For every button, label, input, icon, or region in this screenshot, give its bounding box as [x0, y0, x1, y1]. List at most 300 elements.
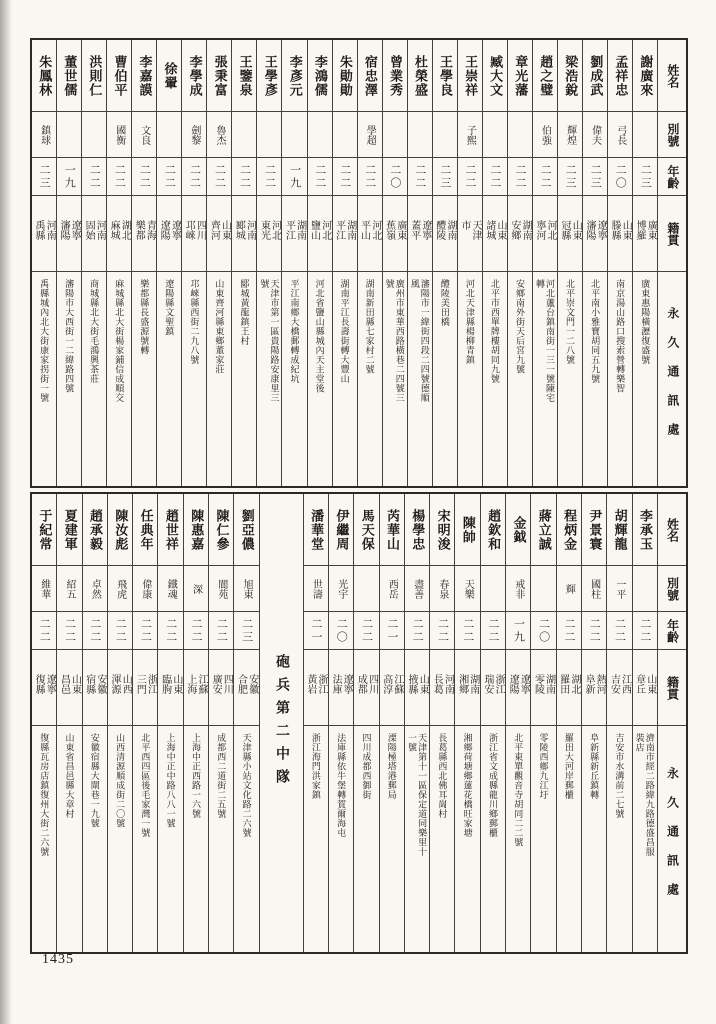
- person-address: 安鄉南外街天后宮九號: [514, 279, 525, 374]
- person-origin-cell: [405, 650, 429, 726]
- person-origin: 四川成都: [355, 674, 378, 694]
- person-alias-cell: [380, 566, 404, 612]
- person-column: [132, 40, 157, 486]
- person-origin-cell: [354, 650, 378, 726]
- person-address-cell: [533, 272, 557, 486]
- person-origin: 遼寧法庫: [330, 674, 353, 694]
- person-name: 趙欽和: [486, 508, 502, 551]
- person-age: 二二: [539, 163, 552, 190]
- person-age-cell: [582, 612, 606, 650]
- person-name-cell: [481, 494, 505, 566]
- roster-table-top: [30, 38, 688, 488]
- person-column: [531, 494, 556, 952]
- person-address: 遼陽縣文聖鎮: [164, 279, 175, 336]
- person-origin: 浙江三門: [134, 674, 157, 694]
- person-origin: 江西吉安: [608, 674, 631, 694]
- header-label-address: 永久通訊處: [665, 766, 680, 912]
- person-alias-cell: [508, 112, 532, 158]
- person-address-cell: [83, 726, 107, 952]
- person-age-cell: [433, 158, 457, 196]
- person-alias-cell: [430, 566, 454, 612]
- person-origin-cell: [133, 650, 157, 726]
- person-column: [232, 40, 257, 486]
- person-alias: 伯強: [539, 124, 551, 145]
- person-name-cell: [531, 494, 555, 566]
- person-alias: 世濤: [310, 578, 322, 599]
- person-column: [508, 40, 533, 486]
- person-origin: 河南郾城: [233, 220, 256, 240]
- person-name-cell: [157, 40, 181, 112]
- person-origin: 四川廣安: [210, 674, 233, 694]
- person-name: 徐翬: [162, 61, 178, 90]
- person-column: [558, 40, 583, 486]
- person-age-cell: [455, 612, 479, 650]
- person-age-cell: [184, 612, 208, 650]
- person-name-cell: [209, 494, 233, 566]
- person-name-cell: [257, 40, 281, 112]
- person-alias-cell: [107, 112, 131, 158]
- person-age: 二二: [413, 163, 426, 190]
- person-origin: 山東掖縣: [406, 674, 429, 694]
- person-name: 陳帥: [460, 515, 476, 544]
- person-address: 禹縣城內北大街康家拐街一號: [39, 279, 50, 403]
- person-column: [207, 40, 232, 486]
- person-name: 王學彥: [262, 54, 278, 97]
- person-origin-cell: [607, 650, 631, 726]
- header-origin-cell: [658, 196, 686, 272]
- person-name-cell: [383, 40, 407, 112]
- person-column: [107, 40, 132, 486]
- person-age: 二二: [263, 163, 276, 190]
- person-address-cell: [633, 272, 657, 486]
- roster-table-bottom: [30, 492, 688, 954]
- person-age: 二三: [564, 163, 577, 190]
- person-address: 湖南新田縣七家村二號: [364, 279, 375, 374]
- person-name: 陳汝彪: [113, 508, 129, 551]
- person-column: [380, 494, 405, 952]
- person-alias: 鎮球: [38, 124, 50, 145]
- person-name-cell: [430, 494, 454, 566]
- person-alias-cell: [583, 112, 607, 158]
- person-origin-cell: [108, 650, 132, 726]
- person-age-cell: [408, 158, 432, 196]
- person-alias-cell: [633, 566, 657, 612]
- person-origin: 山東滕縣: [609, 220, 632, 240]
- person-column: [83, 494, 108, 952]
- person-origin-cell: [383, 196, 407, 272]
- person-origin: 青海樂都: [133, 220, 156, 240]
- person-name: 夏建軍: [62, 508, 78, 551]
- person-name: 金鉞: [511, 515, 527, 544]
- person-name: 程炳金: [562, 508, 578, 551]
- person-age: 二二: [313, 163, 326, 190]
- person-alias: 維華: [38, 578, 50, 599]
- person-age: 一九: [63, 163, 76, 190]
- person-name: 宿忠澤: [362, 54, 378, 97]
- header-label-origin: 籍貫: [665, 221, 680, 246]
- person-name: 趙承毅: [88, 508, 104, 551]
- person-age: 二二: [113, 163, 126, 190]
- person-origin-cell: [83, 650, 107, 726]
- header-label-origin: 籍貫: [665, 675, 680, 700]
- person-address-cell: [383, 272, 407, 486]
- person-age: 二二: [411, 617, 424, 644]
- person-address-cell: [209, 726, 233, 952]
- person-name-cell: [380, 494, 404, 566]
- person-age: 二三: [38, 163, 51, 190]
- person-address: 北平西四區後毛家灣一號: [140, 733, 151, 838]
- person-name-cell: [405, 494, 429, 566]
- person-alias-cell: [408, 112, 432, 158]
- person-origin-cell: [158, 650, 182, 726]
- person-age: 二三: [438, 163, 451, 190]
- person-alias-cell: [481, 566, 505, 612]
- person-origin: 湖南湘鄉: [456, 674, 479, 694]
- person-column: [157, 40, 182, 486]
- person-alias-cell: [209, 566, 233, 612]
- person-origin: 河南固始: [83, 220, 106, 240]
- person-column: [583, 40, 608, 486]
- person-alias-cell: [354, 566, 378, 612]
- person-alias-cell: [207, 112, 231, 158]
- person-name-cell: [506, 494, 530, 566]
- person-alias: 鐵魂: [165, 578, 177, 599]
- person-address: 北平崇文門一二八號: [565, 279, 576, 365]
- person-name: 蔣立誠: [536, 508, 552, 551]
- person-column: [483, 40, 508, 486]
- person-origin-cell: [481, 650, 505, 726]
- person-origin: 遼寧瀋陽: [584, 220, 607, 240]
- person-origin: 四川邛崍: [183, 220, 206, 240]
- person-address-cell: [107, 272, 131, 486]
- person-name: 潘華堂: [309, 508, 325, 551]
- person-name-cell: [308, 40, 332, 112]
- person-column: [184, 494, 209, 952]
- person-age-cell: [405, 612, 429, 650]
- person-name: 陳仁參: [214, 508, 230, 551]
- person-age: 二三: [240, 617, 253, 644]
- scan-gutter-shadow: [0, 0, 12, 1024]
- person-age-cell: [508, 158, 532, 196]
- header-origin-cell: [658, 650, 686, 726]
- person-column: [32, 494, 57, 952]
- person-age: 二二: [436, 617, 449, 644]
- person-age-cell: [558, 158, 582, 196]
- header-label-alias: 別號: [665, 122, 680, 147]
- person-age-cell: [82, 158, 106, 196]
- header-label-age: 年齡: [665, 618, 680, 643]
- person-age-cell: [430, 612, 454, 650]
- person-origin-cell: [32, 196, 56, 272]
- person-alias-cell: [282, 112, 306, 158]
- header-label-name: 姓名: [665, 63, 680, 88]
- person-alias: 輝煌: [564, 124, 576, 145]
- person-name: 李承玉: [637, 508, 653, 551]
- person-column: [108, 494, 133, 952]
- person-name: 張秉富: [212, 54, 228, 97]
- header-address-cell: [658, 272, 686, 486]
- person-address: 阜新縣新丘鎮轉: [589, 733, 600, 800]
- page-number: 1435: [42, 952, 74, 967]
- person-name: 董世儒: [62, 54, 78, 97]
- person-address: 平江南鄉大橋郵轉成紀坑: [289, 279, 300, 384]
- person-origin: 湖南安鄉: [508, 220, 532, 240]
- header-column-top: [658, 40, 686, 486]
- person-alias-cell: [32, 112, 56, 158]
- person-address-cell: [531, 726, 555, 952]
- person-name-cell: [108, 494, 132, 566]
- person-address: 醴陵美田橋: [439, 279, 450, 327]
- header-label-alias: 別號: [665, 576, 680, 601]
- person-age-cell: [358, 158, 382, 196]
- person-origin: 天津市: [458, 220, 481, 240]
- person-origin: 湖南平江: [283, 220, 306, 240]
- person-address-cell: [232, 272, 256, 486]
- person-name: 曾業秀: [387, 54, 403, 97]
- person-column: [582, 494, 607, 952]
- person-age: 二二: [190, 617, 203, 644]
- person-alias: 紹五: [64, 578, 76, 599]
- person-name: 洪則仁: [87, 54, 103, 97]
- person-age-cell: [57, 158, 81, 196]
- person-address-cell: [57, 726, 81, 952]
- person-age: 二二: [138, 163, 151, 190]
- person-age: 二二: [215, 617, 228, 644]
- person-origin-cell: [32, 650, 56, 726]
- person-address: 上海中正中路八八一號: [165, 733, 176, 828]
- person-name: 曹伯平: [112, 54, 128, 97]
- person-column: [408, 40, 433, 486]
- person-origin: 山東臨朐: [159, 674, 182, 694]
- person-age: 二二: [163, 163, 176, 190]
- person-column: [633, 40, 658, 486]
- person-age-cell: [32, 158, 56, 196]
- person-age-cell: [583, 158, 607, 196]
- person-name: 馬天保: [359, 508, 375, 551]
- header-age-cell: [658, 158, 686, 196]
- person-name-cell: [82, 40, 106, 112]
- person-origin-cell: [132, 196, 156, 272]
- person-age: 二二: [38, 617, 51, 644]
- person-address: 廣東惠陽橫瀝復盛號: [640, 279, 651, 365]
- person-address: 山西清源順成街二〇號: [115, 733, 126, 828]
- person-column: [234, 494, 259, 952]
- person-age-cell: [108, 612, 132, 650]
- person-column: [433, 40, 458, 486]
- person-name-cell: [533, 40, 557, 112]
- person-origin: 遼寧瀋陽: [58, 220, 81, 240]
- person-age-cell: [232, 158, 256, 196]
- person-age-cell: [304, 612, 328, 650]
- person-origin-cell: [608, 196, 632, 272]
- person-name: 章光藩: [513, 54, 529, 97]
- person-alias: 偉夫: [589, 124, 601, 145]
- person-column: [633, 494, 658, 952]
- person-address-cell: [234, 726, 258, 952]
- person-address-cell: [304, 726, 328, 952]
- header-name-cell: [658, 40, 686, 112]
- person-column: [383, 40, 408, 486]
- person-age-cell: [308, 158, 332, 196]
- person-name: 劉成武: [588, 54, 604, 97]
- person-name-cell: [182, 40, 206, 112]
- person-address-cell: [583, 272, 607, 486]
- person-age-cell: [132, 158, 156, 196]
- person-age: 二二: [463, 163, 476, 190]
- person-age-cell: [333, 158, 357, 196]
- person-alias-cell: [32, 566, 56, 612]
- person-age: 二二: [164, 617, 177, 644]
- person-alias-cell: [157, 112, 181, 158]
- person-name-cell: [558, 40, 582, 112]
- person-alias-cell: [158, 566, 182, 612]
- person-name-cell: [133, 494, 157, 566]
- person-alias-cell: [83, 566, 107, 612]
- person-age-cell: [633, 612, 657, 650]
- person-age-cell: [608, 158, 632, 196]
- person-address-cell: [608, 272, 632, 486]
- person-name-cell: [582, 494, 606, 566]
- person-alias-cell: [558, 112, 582, 158]
- person-address: 山東省昌邑縣大章村: [64, 733, 75, 819]
- person-name-cell: [232, 40, 256, 112]
- person-origin: 遼寧遼陽: [158, 220, 181, 240]
- person-name-cell: [483, 40, 507, 112]
- header-label-age: 年齡: [665, 164, 680, 189]
- person-address: 成都西二道街二五號: [216, 733, 227, 819]
- person-alias-cell: [57, 112, 81, 158]
- person-name: 楊學忠: [410, 508, 426, 551]
- person-alias: 劍黎: [188, 124, 200, 145]
- person-origin-cell: [408, 196, 432, 272]
- person-address: 廣州市東華西路橫巷二四號三號: [384, 279, 405, 403]
- person-alias-cell: [184, 566, 208, 612]
- person-name-cell: [358, 40, 382, 112]
- person-alias-cell: [133, 566, 157, 612]
- person-column: [557, 494, 582, 952]
- person-age-cell: [531, 612, 555, 650]
- person-name: 王崇祥: [463, 54, 479, 97]
- person-age: 二二: [487, 617, 500, 644]
- person-address: 浙江省文成縣龍川鄉郵櫃: [487, 733, 498, 838]
- person-age-cell: [533, 158, 557, 196]
- person-origin-cell: [358, 196, 382, 272]
- person-age: 二二: [139, 617, 152, 644]
- person-age-cell: [557, 612, 581, 650]
- header-address-cell: [658, 726, 686, 952]
- person-origin: 浙江黃岩: [304, 674, 327, 694]
- person-column: [333, 40, 358, 486]
- person-age-cell: [506, 612, 530, 650]
- person-address-cell: [481, 726, 505, 952]
- person-name: 胡輝龍: [612, 508, 628, 551]
- person-age: 二二: [514, 163, 527, 190]
- person-column: [257, 40, 282, 486]
- person-origin: 河北東光: [258, 220, 281, 240]
- person-alias: 國柱: [588, 578, 600, 599]
- person-age: 二〇: [614, 163, 627, 190]
- person-name: 宋明浚: [435, 508, 451, 551]
- person-origin: 山東冠縣: [559, 220, 582, 240]
- person-origin-cell: [558, 196, 582, 272]
- person-alias: 光宇: [335, 578, 347, 599]
- person-name: 芮華山: [384, 508, 400, 551]
- person-alias: 輝: [563, 583, 575, 594]
- person-name: 任典年: [138, 508, 154, 551]
- person-address: 北平南小雅寶胡同五九號: [590, 279, 601, 384]
- person-address-cell: [408, 272, 432, 486]
- person-origin-cell: [329, 650, 353, 726]
- person-address: 北平東單觀音寺胡同二二號: [513, 733, 524, 847]
- person-origin: 河南長葛: [431, 674, 454, 694]
- person-age: 二三: [639, 163, 652, 190]
- person-origin-cell: [333, 196, 357, 272]
- person-age-cell: [234, 612, 258, 650]
- person-address: 邛崍縣西街二九八號: [189, 279, 200, 365]
- person-alias: 弓長: [614, 124, 626, 145]
- person-age-cell: [282, 158, 306, 196]
- person-origin-cell: [57, 650, 81, 726]
- person-address-cell: [82, 272, 106, 486]
- person-age-cell: [458, 158, 482, 196]
- person-name-cell: [158, 494, 182, 566]
- person-column: [329, 494, 354, 952]
- person-origin: 山西渾源: [109, 674, 132, 694]
- person-origin-cell: [533, 196, 557, 272]
- person-address: 濟南市經二路緯九路德盛昌服裝店: [634, 733, 655, 857]
- person-address-cell: [32, 272, 56, 486]
- person-name-cell: [433, 40, 457, 112]
- person-origin: 湖南零陵: [532, 674, 555, 694]
- person-column: [158, 494, 183, 952]
- person-origin-cell: [531, 650, 555, 726]
- person-alias-cell: [358, 112, 382, 158]
- person-alias-cell: [57, 566, 81, 612]
- person-alias-cell: [304, 566, 328, 612]
- person-age: 二二: [63, 617, 76, 644]
- person-address: 法庫縣依牛堡轉賀爾海屯: [336, 733, 347, 838]
- person-alias-cell: [458, 112, 482, 158]
- person-address: 商城縣北大街毛鴻興茶莊: [89, 279, 100, 384]
- person-address-cell: [182, 272, 206, 486]
- person-age: 二三: [589, 163, 602, 190]
- person-address: 上海中正西路一六號: [190, 733, 201, 819]
- person-age-cell: [57, 612, 81, 650]
- person-column: [458, 40, 483, 486]
- person-origin-cell: [308, 196, 332, 272]
- person-origin: 浙江瑞安: [481, 674, 505, 694]
- person-origin: 安徽合肥: [235, 674, 258, 694]
- person-name: 李鴻儒: [312, 54, 328, 97]
- person-alias: 戒非: [512, 578, 524, 599]
- person-alias: 子熙: [464, 124, 476, 145]
- person-name-cell: [608, 40, 632, 112]
- person-origin-cell: [257, 196, 281, 272]
- person-address: 天津第十一區保定道同樂里十一號: [407, 733, 428, 857]
- person-name-cell: [557, 494, 581, 566]
- person-name-cell: [207, 40, 231, 112]
- person-origin-cell: [582, 650, 606, 726]
- person-age: 二二: [588, 617, 601, 644]
- person-origin-cell: [232, 196, 256, 272]
- person-address-cell: [433, 272, 457, 486]
- person-name-cell: [184, 494, 208, 566]
- person-origin: 湖北麻城: [108, 220, 131, 240]
- person-address-cell: [607, 726, 631, 952]
- header-column-bottom: [658, 494, 686, 952]
- person-age-cell: [354, 612, 378, 650]
- person-alias: 天樂: [462, 578, 474, 599]
